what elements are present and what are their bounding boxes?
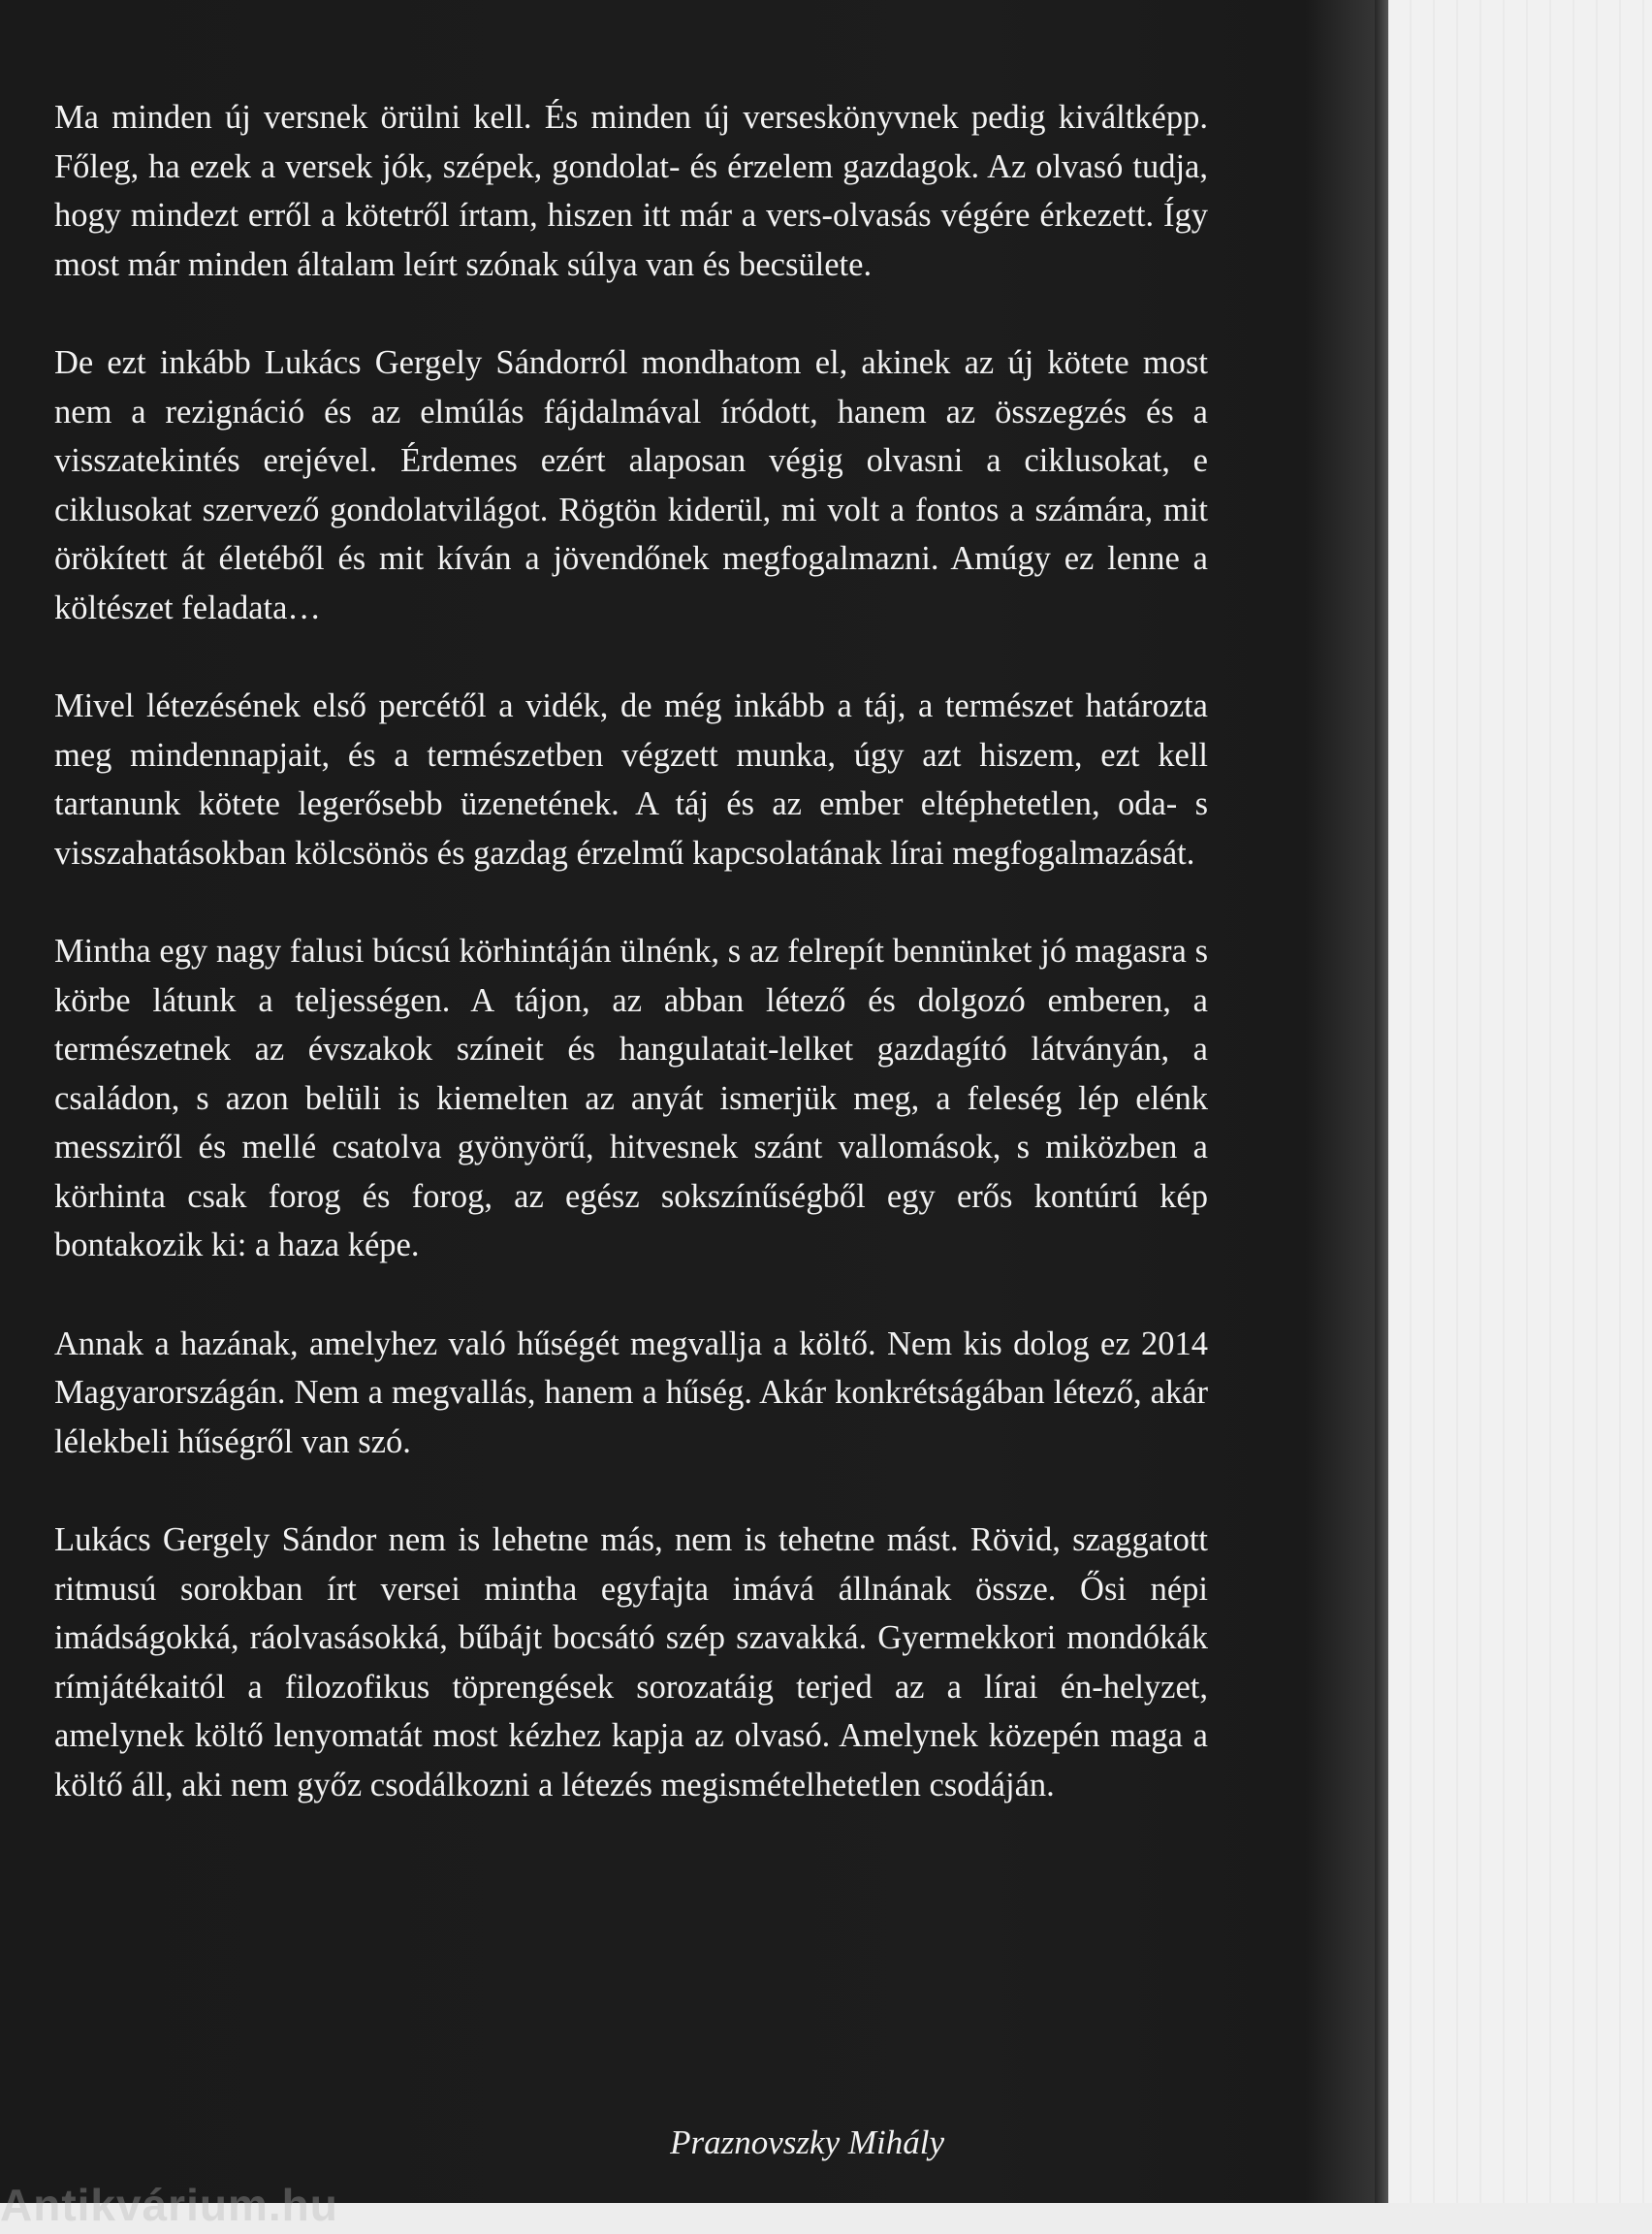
blurb-paragraph-6: Lukács Gergely Sándor nem is lehetne más, nem is tehetne mást. Rövid, szaggatott ritmusú sorokban írt versei mintha egyfajta imává állnának össze. Ősi népi imádságokká, ráolvasásokká, bűbájt bocsátó szép szavakká. Gyermekkori mondókák rímjátékaitól a filozofikus töprengések sorozatáig terjed az a lírai én-helyzet, amelynek költő lenyomatát most kézhez kapja az olvasó. Amelynek közepén maga a költő áll, aki nem győz csodálkozni a létezés megismételhetetlen csodáján. xyxy=(54,1521,1208,1803)
scanner-background xyxy=(1388,0,1652,2203)
blurb-text xyxy=(54,93,1208,1859)
blurb-paragraph-5: Annak a hazának, amelyhez való hűségét megvallja a költő. Nem kis dolog ez 2014 Magyarországán. Nem a megvallás, hanem a hűség. Akár konkrétságában létező, akár lélekbeli hűségről van szó. xyxy=(54,1324,1208,1460)
cover-edge xyxy=(1375,0,1388,2203)
blurb-paragraph-3: Mivel létezésének első percétől a vidék, de még inkább a táj, a természet határozta meg mindennapjait, és a természetben végzett munka, úgy azt hiszem, ezt kell tartanunk kötete legerősebb üzenetének. A táj és az ember eltéphetetlen, oda- s visszahatásokban kölcsönös és gazdag érzelmű kapcsolatának lírai megfogalmazását. xyxy=(54,687,1208,872)
blurb-paragraph-4: Mintha egy nagy falusi búcsú körhintáján ülnénk, s az felrepít bennünket jó magasra s körbe látunk a teljességen. A tájon, az abban létező és dolgozó emberen, a természetnek az évszakok színeit és hangulatait-lelket gazdagító látványán, a családon, s azon belüli is kiemelten az anyát ismerjük meg, a feleség lép elénk messziről és mellé csatolva gyönyörű, hitvesnek szánt vallomások, s miközben a körhinta csak forog és forog, az egész sokszínűségből egy erős kontúrú kép bontakozik ki: a haza képe. xyxy=(54,933,1208,1263)
blurb-paragraph-1: Ma minden új versnek örülni kell. És minden új verseskönyvnek pedig kiváltképp. Főleg, ha ezek a versek jók, szépek, gondolat- és érzelem gazdagok. Az olvasó tudja, hogy mindezt erről a kötetről írtam, hiszen itt már a vers-olvasás végére érkezett. Így most már minden általam leírt szónak súlya van és becsülete. xyxy=(54,99,1208,283)
author-signature: Praznovszky Mihály xyxy=(670,2123,944,2161)
watermark-text: Antikvárium.hu xyxy=(0,2180,338,2230)
blurb-paragraph-2: De ezt inkább Lukács Gergely Sándorról mondhatom el, akinek az új kötete most nem a rezignáció és az elmúlás fájdalmával íródott, hanem az összegzés és a visszatekintés erejével. Érdemes ezért alaposan végig olvasni a ciklusokat, e ciklusokat szervező gondolatvilágot. Rögtön kiderül, mi volt a fontos a számára, mit örökített át életéből és mit kíván a jövendőnek megfogalmazni. Amúgy ez lenne a költészet feladata… xyxy=(54,344,1208,626)
